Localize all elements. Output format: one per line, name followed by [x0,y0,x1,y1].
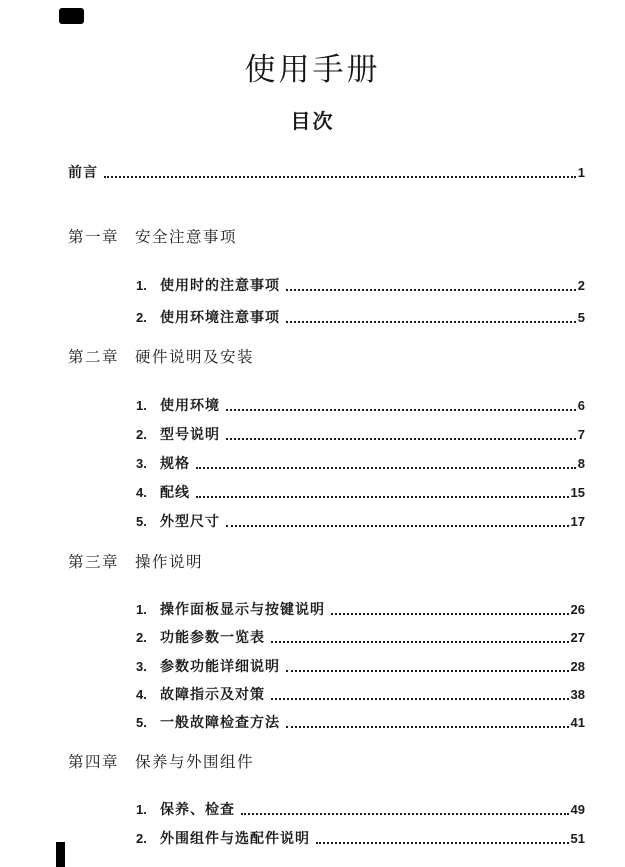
toc-entry-page-number: 49 [570,802,585,817]
dot-leader [104,176,576,178]
chapter-number: 第二章 [68,349,120,366]
chapter-heading-3 [68,550,585,572]
toc-entry [68,713,585,732]
dot-leader [196,467,576,469]
toc-entry-number: 2. [136,630,147,645]
dot-leader [226,438,576,440]
dot-leader [286,670,569,672]
toc-entry-page-number: 2 [577,278,585,293]
toc-entry-page-number: 1 [577,165,585,180]
chapter-title: 安全注意事项 [135,229,238,246]
toc-entry-number: 2. [136,310,147,325]
chapter-title: 操作说明 [135,554,204,571]
toc-entry-label: 参数功能详细说明 [160,658,280,674]
toc-entry [68,685,585,704]
toc-entry-page-number: 17 [570,514,585,529]
toc-entry-page-number: 28 [570,659,585,674]
toc-entry-label: 保养、检查 [160,801,235,817]
chapter-heading-2 [68,345,585,367]
toc-entry-number: 1. [136,602,147,617]
chapter-heading-4 [68,750,585,772]
dot-leader [241,813,569,815]
chapter-title: 硬件说明及安装 [135,349,255,366]
toc-entry-number: 5. [136,715,147,730]
toc-entry-label: 型号说明 [160,426,220,442]
toc-entry [68,396,585,415]
scan-artifact-bottom-mark [56,842,65,867]
toc-entry [68,800,585,819]
page-title: 使用手册 [244,52,381,87]
toc-entry [68,600,585,619]
toc-entry [68,483,585,502]
toc-entry-page-number: 5 [577,310,585,325]
toc-entry-page-number: 26 [570,602,585,617]
dot-leader [226,409,576,411]
toc-entry-label: 操作面板显示与按键说明 [160,601,325,617]
toc-entry-number: 3. [136,659,147,674]
scan-artifact-top-mark [59,8,84,24]
toc-entry-page-number: 7 [577,427,585,442]
toc-entry-number: 1. [136,398,147,413]
toc-entry [68,276,585,295]
toc-entry-page-number: 27 [570,630,585,645]
dot-leader [286,321,576,323]
chapter-title: 保养与外围组件 [135,754,255,771]
dot-leader [316,842,569,844]
toc-entry [68,425,585,444]
dot-leader [271,641,569,643]
toc-entry-page-number: 8 [577,456,585,471]
toc-entry-number: 5. [136,514,147,529]
dot-leader [271,698,569,700]
toc-entry-preface [68,163,585,182]
toc-entry-label: 前言 [68,164,98,180]
toc-entry-number: 3. [136,456,147,471]
toc-entry-page-number: 41 [570,715,585,730]
toc-entry-label: 使用环境注意事项 [160,309,280,325]
toc-entry-page-number: 15 [570,485,585,500]
toc-entry-number: 1. [136,278,147,293]
dot-leader [286,289,576,291]
chapter-heading-1 [68,225,585,247]
toc-entry-label: 故障指示及对策 [160,686,265,702]
toc-entry-label: 外型尺寸 [160,513,220,529]
toc-entry-page-number: 38 [570,687,585,702]
toc-entry-number: 2. [136,831,147,846]
toc-entry [68,512,585,531]
toc-entry [68,829,585,848]
toc-entry-page-number: 6 [577,398,585,413]
toc-entry-label: 使用时的注意事项 [160,277,280,293]
toc-entry-number: 4. [136,687,147,702]
toc-entry-label: 功能参数一览表 [160,629,265,645]
toc-entry-number: 1. [136,802,147,817]
dot-leader [226,525,569,527]
toc-heading: 目次 [290,111,335,133]
chapter-number: 第三章 [68,554,120,571]
toc-entry-number: 2. [136,427,147,442]
toc-entry-label: 规格 [160,455,190,471]
chapter-number: 第四章 [68,754,120,771]
dot-leader [286,726,569,728]
toc-entry [68,628,585,647]
toc-entry [68,657,585,676]
dot-leader [331,613,569,615]
toc-entry-number: 4. [136,485,147,500]
toc-entry-page-number: 51 [570,831,585,846]
chapter-number: 第一章 [68,229,120,246]
toc-entry-label: 一般故障检查方法 [160,714,280,730]
toc-entry-label: 外围组件与选配件说明 [160,830,310,846]
toc-entry [68,308,585,327]
toc-entry-label: 使用环境 [160,397,220,413]
dot-leader [196,496,569,498]
toc-entry-label: 配线 [160,484,190,500]
toc-entry [68,454,585,473]
